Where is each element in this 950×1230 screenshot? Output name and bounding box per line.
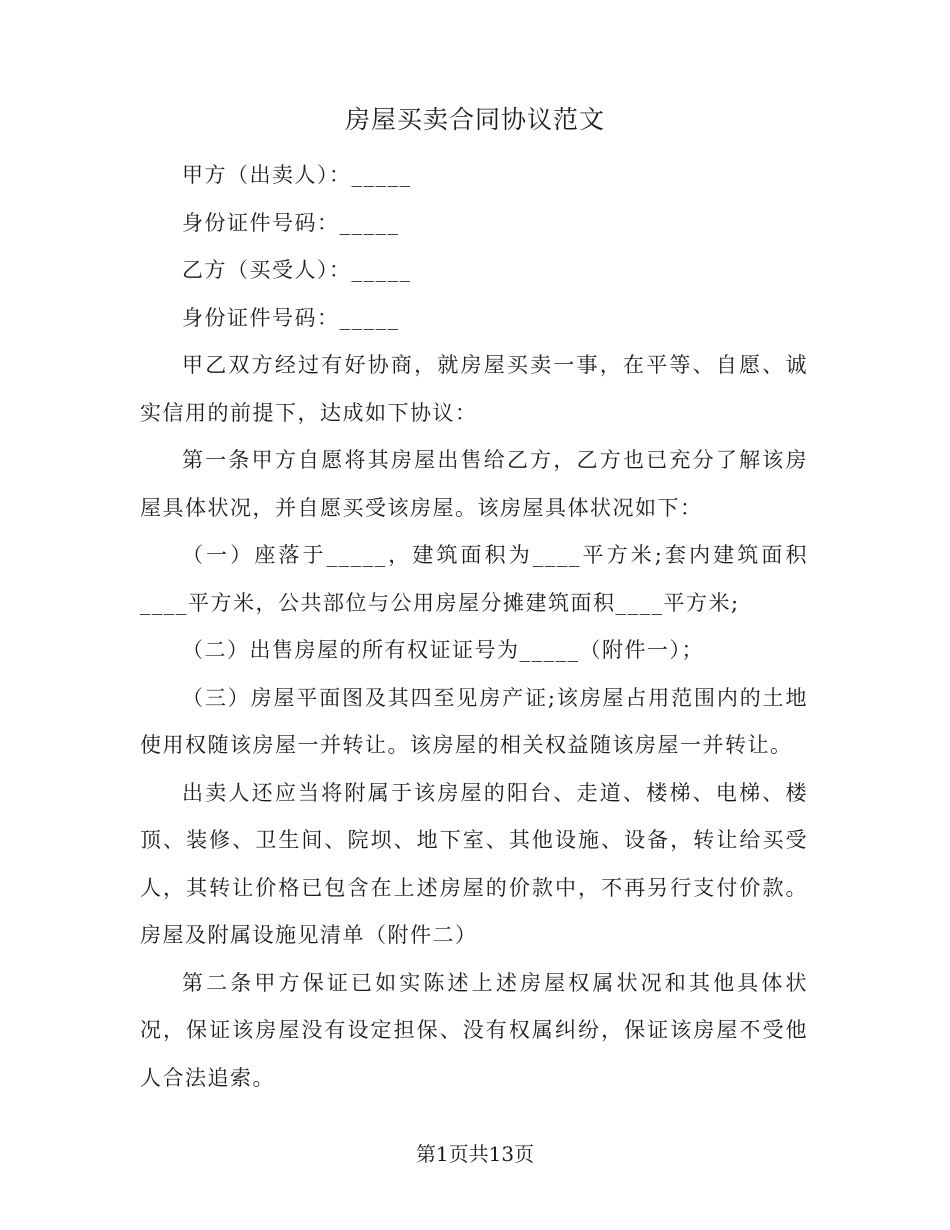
preamble-paragraph: 甲乙双方经过有好协商，就房屋买卖一事，在平等、自愿、诚实信用的前提下，达成如下协议： xyxy=(140,353,808,425)
article-two-paragraph: 第二条甲方保证已如实陈述上述房屋权属状况和其他具体状况，保证该房屋没有设定担保、没有权属纠纷，保证该房屋不受他人合法追索。 xyxy=(140,970,808,1090)
page-footer: 第1页共13页 xyxy=(415,1142,535,1166)
page-title: 房屋买卖合同协议范文 xyxy=(344,105,605,134)
party-a-seller-line: 甲方（出卖人）：_____ xyxy=(182,163,412,187)
party-b-id-line: 身份证件号码：_____ xyxy=(182,305,400,330)
clause-two-certificate: （二）出售房屋的所有权证证号为_____（附件一）； xyxy=(182,638,704,662)
clause-one-location: （一）座落于_____，建筑面积为____平方米;套内建筑面积____平方米，公共部位与公用房屋分摊建筑面积____平方米; xyxy=(140,543,808,615)
party-a-id-line: 身份证件号码：_____ xyxy=(182,210,400,235)
document-body xyxy=(140,152,808,1102)
attached-facilities-paragraph: 出卖人还应当将附属于该房屋的阳台、走道、楼梯、电梯、楼顶、装修、卫生间、院坝、地下室、其他设施、设备，转让给买受人，其转让价格已包含在上述房屋的价款中，不再另行支付价款。房屋及附属设施见清单（附件二） xyxy=(140,780,808,947)
clause-three-floorplan: （三）房屋平面图及其四至见房产证;该房屋占用范围内的土地使用权随该房屋一并转让。该房屋的相关权益随该房屋一并转让。 xyxy=(140,685,808,757)
party-b-buyer-line: 乙方（买受人）：_____ xyxy=(182,258,412,282)
article-one-paragraph: 第一条甲方自愿将其房屋出售给乙方，乙方也已充分了解该房屋具体状况，并自愿买受该房屋。该房屋具体状况如下： xyxy=(140,448,808,520)
